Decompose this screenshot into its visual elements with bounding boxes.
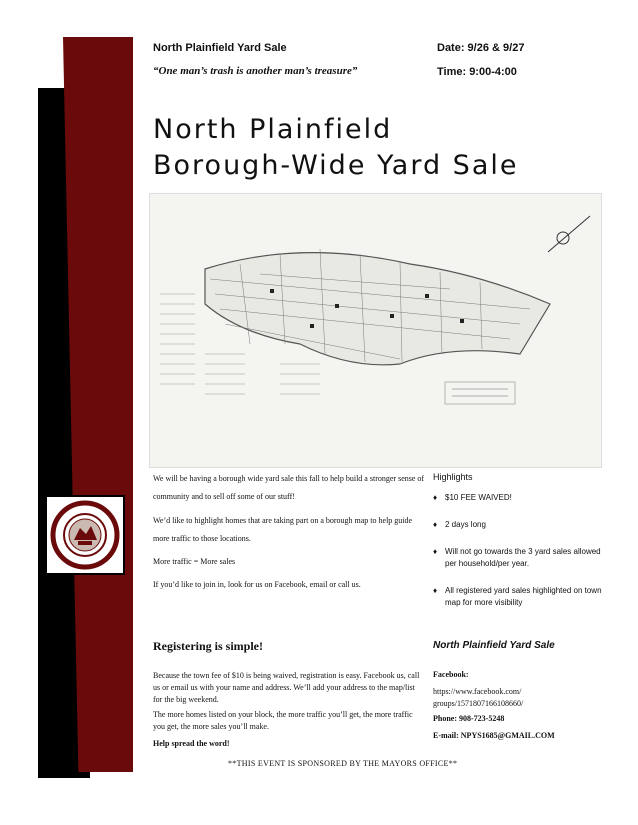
highlight-item: ♦ $10 FEE WAIVED! <box>433 492 613 504</box>
registering-call-to-action: Help spread the word! <box>153 739 230 748</box>
map-drawing-icon <box>150 194 601 467</box>
intro-paragraph-3: More traffic = More sales <box>153 557 236 566</box>
slogan-quote: “One man’s trash is another man’s treasure” <box>153 65 358 77</box>
event-name-header: North Plainfield Yard Sale <box>153 42 287 54</box>
registering-title: Registering is simple! <box>153 639 263 653</box>
facebook-link[interactable] <box>433 686 603 710</box>
email-address[interactable]: E-mail: NPYS1685@GMAIL.COM <box>433 731 555 740</box>
event-time: Time: 9:00-4:00 <box>437 66 517 78</box>
title-line-1: North Plainfield <box>153 114 393 145</box>
facebook-label: Facebook: <box>433 670 469 679</box>
intro-paragraph-4: If you’d like to join in, look for us on Facebook, email or call us. <box>153 580 361 589</box>
highlight-item: ♦ 2 days long <box>433 519 613 531</box>
highlight-item: ♦ Will not go towards the 3 yard sales allowed per household/per year. <box>433 546 613 570</box>
facebook-url-line-1: https://www.facebook.com/ <box>433 687 522 696</box>
borough-seal-logo <box>45 495 125 575</box>
highlight-item: ♦ All registered yard sales highlighted on town map for more visibility <box>433 585 613 609</box>
sponsor-note: **THIS EVENT IS SPONSORED BY THE MAYORS OFFICE** <box>228 759 458 768</box>
intro-paragraph-2: We’d like to highlight homes that are taking part on a borough map to help guide more traffic to those locations. <box>153 516 413 543</box>
contact-title: North Plainfield Yard Sale <box>433 640 555 651</box>
registering-paragraph-1: Because the town fee of $10 is being waived, registration is easy. Facebook us, call us or email us with your name and address. We’ll add your address to the map/list for the big weekend. <box>153 671 420 704</box>
title-line-2: Borough-Wide Yard Sale <box>153 150 519 181</box>
page-title <box>153 112 518 184</box>
intro-paragraph-1: We will be having a borough wide yard sale this fall to help build a stronger sense of community and to sell off some of our stuff! <box>153 474 425 501</box>
highlights-list <box>433 492 613 624</box>
seal-icon <box>50 500 120 570</box>
event-date: Date: 9/26 & 9/27 <box>437 42 525 54</box>
registering-paragraph-2: The more homes listed on your block, the more traffic you’ll get, the more traffic you get, the more sales you’ll make. <box>153 710 413 731</box>
highlights-title: Highlights <box>433 472 473 482</box>
phone-number: Phone: 908-723-5248 <box>433 714 505 723</box>
facebook-url-line-2: groups/1571807166108660/ <box>433 699 524 708</box>
borough-map-image <box>149 193 602 468</box>
